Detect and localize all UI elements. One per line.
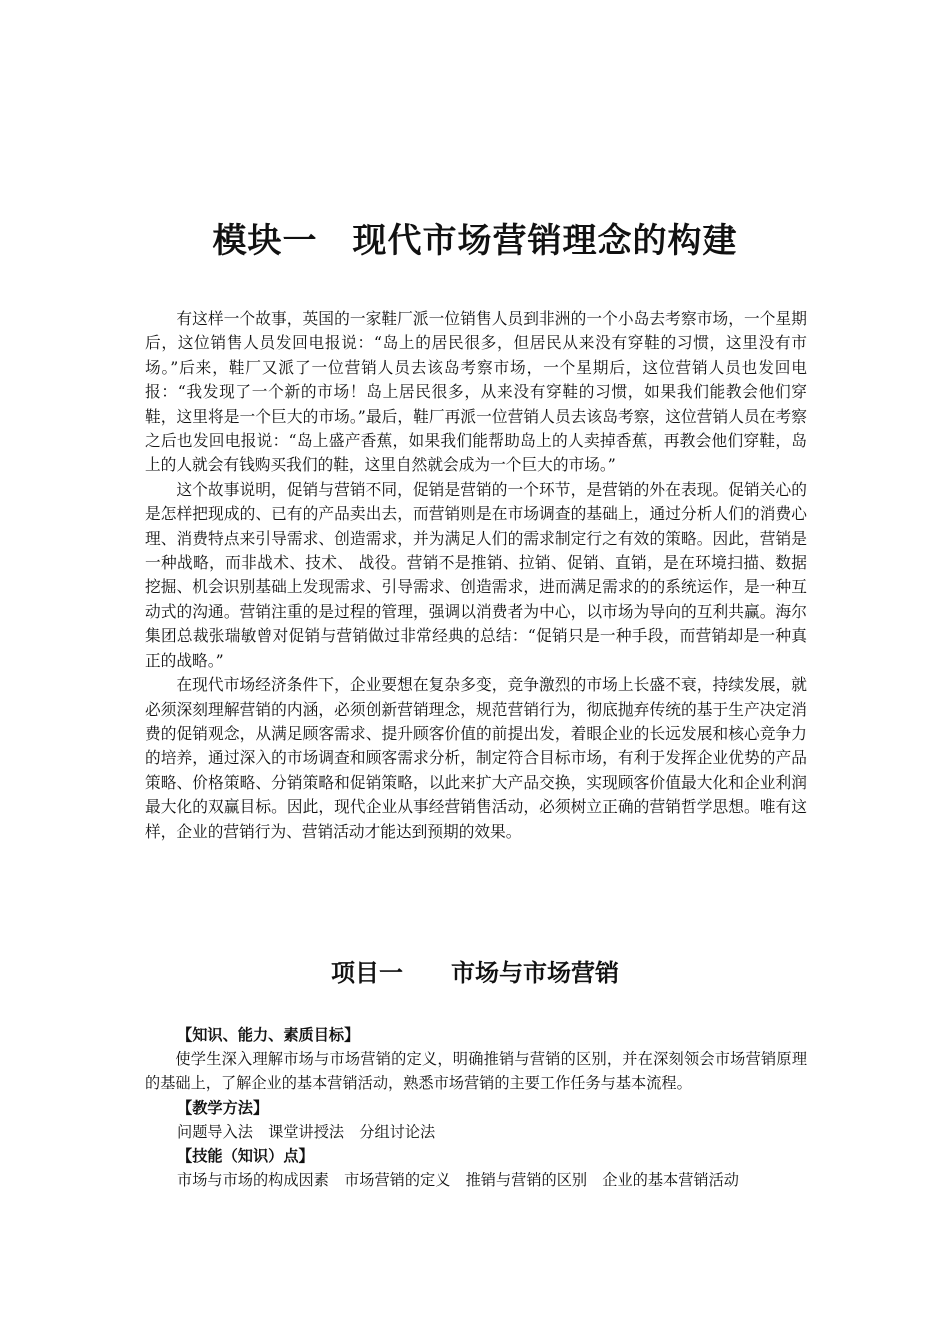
methods-heading: 【教学方法】 [177,1098,269,1117]
intro-paragraph-conclusion: 在现代市场经济条件下，企业要想在复杂多变，竞争激烈的市场上长盛不衰，持续发展，就必须深刻理解营销的内涵，必须创新营销理念，规范营销行为，彻底抛弃传统的基于生产决定消费的促销观念，从满足顾客需求、提升顾客价值的前提出发，着眼企业的长远发展和核心竞争力的培养，通过深入的市场调查和顾客需求分析，制定符合目标市场，有利于发挥企业优势的产品策略、价格策略、分销策略和促销策略，以此来扩大产品交换，实现顾客价值最大化和企业利润最大化的双赢目标。因此，现代企业从事经营销售活动，必须树立正确的营销哲学思想。唯有这样，企业的营销行为、营销活动才能达到预期的效果。 [145,675,807,841]
intro-paragraph-story: 有这样一个故事，英国的一家鞋厂派一位销售人员到非洲的一个小岛去考察市场，一个星期后，这位销售人员发回电报说：“岛上的居民很多，但居民从来没有穿鞋的习惯，这里没有市场。”后来，鞋厂又派了一位营销人员去该岛考察市场，一个星期后，这位营销人员也发回电报：“我发现了一个新的市场！岛上居民很多，从来没有穿鞋的习惯，如果我们能教会他们穿鞋，这里将是一个巨大的市场。”最后，鞋厂再派一位营销人员去该岛考察，这位营销人员在考察之后也发回电报说：“岛上盛产香蕉，如果我们能帮助岛上的人卖掉香蕉，再教会他们穿鞋，岛上的人就会有钱购买我们的鞋，这里自然就会成为一个巨大的市场。” [145,309,807,475]
objectives-section [145,1023,807,1192]
project-title: 项目一 市场与市场营销 [331,959,619,987]
goals-text: 使学生深入理解市场与市场营销的定义，明确推销与营销的区别，并在深刻领会市场营销原理的基础上，了解企业的基本营销活动，熟悉市场营销的主要工作任务与基本流程。 [145,1050,807,1093]
skills-text: 市场与市场的构成因素 市场营销的定义 推销与营销的区别 企业的基本营销活动 [177,1171,739,1190]
module-title: 模块一 现代市场营销理念的构建 [212,221,738,261]
skills-heading: 【技能（知识）点】 [177,1147,314,1166]
methods-text: 问题导入法 课堂讲授法 分组讨论法 [177,1122,436,1141]
goals-heading: 【知识、能力、素质目标】 [177,1026,360,1044]
intro-section [145,307,807,844]
intro-paragraph-explanation: 这个故事说明，促销与营销不同，促销是营销的一个环节，是营销的外在表现。促销关心的是怎样把现成的、已有的产品卖出去，而营销则是在市场调查的基础上，通过分析人们的消费心理、消费特点来引导需求、创造需求，并为满足人们的需求制定行之有效的策略。因此，营销是一种战略，而非战术、技术、 战役。营销不是推销、拉销、促销、直销，是在环境扫描、数据挖掘、机会识别基础上发现需求、引导需求、创造需求，进而满足需求的的系统运作，是一种互动式的沟通。营销注重的是过程的管理，强调以消费者为中心，以市场为导向的互利共赢。海尔集团总裁张瑞敏曾对促销与营销做过非常经典的总结：“促销只是一种手段，而营销却是一种真正的战略。” [145,479,807,670]
